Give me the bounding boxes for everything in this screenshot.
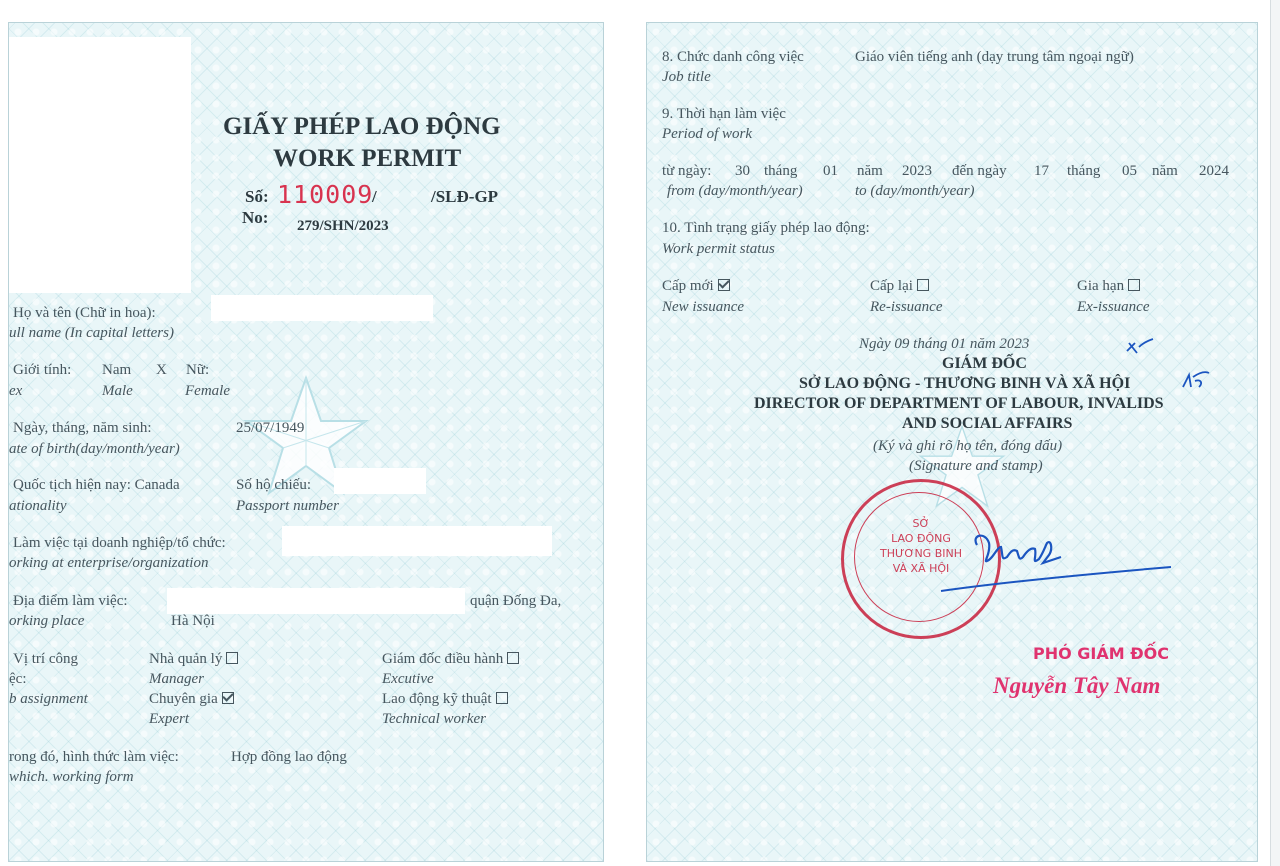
- option-manager: [149, 650, 238, 668]
- scan-edge: [1270, 0, 1280, 866]
- permit-number: 110009: [277, 180, 374, 209]
- extend-checkbox-icon: [1128, 279, 1140, 291]
- new-checked-icon: [718, 279, 730, 291]
- employer-redaction: [282, 526, 552, 556]
- no-label: No:: [242, 208, 269, 227]
- working-form-label-en: which. working form: [9, 769, 134, 785]
- status-extend: [1077, 277, 1140, 295]
- reissue-label-vi: Cấp lại: [870, 278, 913, 294]
- female-label-vi: Nữ:: [186, 362, 210, 378]
- working-form-label-vi: rong đó, hình thức làm việc:: [9, 749, 179, 765]
- initial-mark-icon: [1125, 337, 1155, 359]
- expert-label-en: Expert: [149, 711, 189, 727]
- photo-redaction: [9, 37, 191, 293]
- period-label-en: Period of work: [662, 126, 752, 142]
- job-title-label-en: Job title: [662, 69, 711, 85]
- passport-redaction: [334, 468, 426, 494]
- to-year: 2024: [1199, 163, 1229, 179]
- job-title-value: Giáo viên tiếng anh (dạy trung tâm ngoại ngữ): [855, 49, 1134, 65]
- reissue-label-en: Re-issuance: [870, 299, 943, 315]
- deputy-director-title: PHÓ GIÁM ĐỐC: [1033, 644, 1169, 663]
- initial-mark-2-icon: [1181, 369, 1211, 391]
- status-new: [662, 277, 730, 295]
- new-label-en: New issuance: [662, 299, 745, 315]
- so-label: Số:: [245, 187, 269, 206]
- from-month: 01: [823, 163, 838, 179]
- workplace-district: quận Đống Đa,: [470, 593, 562, 609]
- to-label-en: to (day/month/year): [855, 183, 975, 199]
- status-label-en: Work permit status: [662, 241, 775, 257]
- ceo-checkbox-icon: [507, 652, 519, 664]
- passport-label-en: Passport number: [236, 498, 339, 514]
- permit-slash: /: [372, 187, 377, 206]
- work-permit-right-page: [646, 22, 1258, 862]
- manager-checkbox-icon: [226, 652, 238, 664]
- extend-label-en: Ex-issuance: [1077, 299, 1150, 315]
- ceo-label-en: Excutive: [382, 671, 434, 687]
- issue-date: Ngày 09 tháng 01 năm 2023: [859, 336, 1030, 352]
- dob-value: 25/07/1949: [236, 420, 305, 436]
- employer-label-vi: Làm việc tại doanh nghiệp/tổ chức:: [13, 535, 226, 551]
- title-vi: GIẤY PHÉP LAO ĐỘNG: [223, 113, 501, 140]
- nationality-label-vi: Quốc tịch hiện nay: Canada: [13, 477, 180, 493]
- fullname-redaction: [211, 295, 433, 321]
- from-year: 2023: [902, 163, 932, 179]
- period-label-vi: 9. Thời hạn làm việc: [662, 106, 786, 122]
- from-day: 30: [735, 163, 750, 179]
- position-label-vi-1: Vị trí công: [13, 651, 78, 667]
- female-label-en: Female: [185, 383, 230, 399]
- fullname-label-vi: Họ và tên (Chữ in hoa):: [13, 305, 156, 321]
- extend-label-vi: Gia hạn: [1077, 278, 1125, 294]
- to-month: 05: [1122, 163, 1137, 179]
- workplace-redaction: [167, 588, 465, 614]
- male-label-en: Male: [102, 383, 133, 399]
- gender-label-vi: Giới tính:: [13, 362, 72, 378]
- male-mark: X: [156, 362, 167, 378]
- to-label: đến ngày: [952, 163, 1007, 179]
- from-label: từ ngày:: [662, 163, 712, 179]
- working-form-value: Hợp đồng lao động: [231, 749, 347, 765]
- nationality-label-en: ationality: [9, 498, 67, 514]
- workplace-city: Hà Nội: [171, 613, 215, 629]
- employer-label-en: orking at enterprise/organization: [9, 555, 209, 571]
- manager-label-en: Manager: [149, 671, 204, 687]
- from-label-en: from (day/month/year): [667, 183, 803, 199]
- signature-icon: [927, 513, 1177, 603]
- dob-label-en: ate of birth(day/month/year): [9, 441, 180, 457]
- signature-instruction-vi: (Ký và ghi rõ họ tên, đóng dấu): [873, 438, 1063, 454]
- to-year-label: năm: [1152, 163, 1178, 179]
- permit-suffix: /SLĐ-GP: [431, 187, 499, 206]
- status-label-vi: 10. Tình trạng giấy phép lao động:: [662, 220, 870, 236]
- stamp-line-4: VÀ XÃ HỘI: [892, 562, 950, 575]
- department-vi: SỞ LAO ĐỘNG - THƯƠNG BINH VÀ XÃ HỘI: [799, 375, 1131, 392]
- position-label-vi-2: ệc:: [9, 671, 27, 687]
- to-month-label: tháng: [1067, 163, 1101, 179]
- ceo-label-vi: Giám đốc điều hành: [382, 651, 504, 667]
- stamp-line-2: LAO ĐỘNG: [891, 532, 951, 545]
- tech-checkbox-icon: [496, 692, 508, 704]
- workplace-label-en: orking place: [9, 613, 85, 629]
- department-en-1: DIRECTOR OF DEPARTMENT OF LABOUR, INVALIDS: [754, 395, 1164, 412]
- department-en-2: AND SOCIAL AFFAIRS: [902, 415, 1073, 432]
- tech-label-en: Technical worker: [382, 711, 487, 727]
- director-title-vi: GIÁM ĐỐC: [942, 355, 1027, 372]
- from-month-label: tháng: [764, 163, 798, 179]
- new-label-vi: Cấp mới: [662, 278, 714, 294]
- reference-number: 279/SHN/2023: [297, 218, 389, 234]
- job-title-label-vi: 8. Chức danh công việc: [662, 49, 804, 65]
- passport-label-vi: Số hộ chiếu:: [236, 477, 311, 493]
- work-permit-left-page: [8, 22, 604, 862]
- stamp-line-1: SỞ: [912, 517, 930, 530]
- signature-instruction-en: (Signature and stamp): [909, 458, 1043, 474]
- reissue-checkbox-icon: [917, 279, 929, 291]
- option-ceo: [382, 650, 519, 668]
- expert-checked-icon: [222, 692, 234, 704]
- title-en: WORK PERMIT: [273, 145, 462, 172]
- fullname-label-en: ull name (In capital letters): [9, 325, 174, 341]
- male-label-vi: Nam: [102, 362, 132, 378]
- dob-label-vi: Ngày, tháng, năm sinh:: [13, 420, 152, 436]
- gender-label-en: ex: [9, 383, 23, 399]
- expert-label-vi: Chuyên gia: [149, 691, 218, 707]
- option-expert: [149, 690, 234, 708]
- stamp-line-3: THƯƠNG BINH: [879, 547, 962, 560]
- deputy-director-name: Nguyễn Tây Nam: [993, 673, 1161, 698]
- workplace-label-vi: Địa điểm làm việc:: [13, 593, 128, 609]
- manager-label-vi: Nhà quản lý: [149, 651, 223, 667]
- from-year-label: năm: [857, 163, 883, 179]
- to-day: 17: [1034, 163, 1049, 179]
- status-reissue: [870, 277, 929, 295]
- position-label-en: b assignment: [9, 691, 88, 707]
- tech-label-vi: Lao động kỹ thuật: [382, 691, 492, 707]
- option-technical: [382, 690, 508, 708]
